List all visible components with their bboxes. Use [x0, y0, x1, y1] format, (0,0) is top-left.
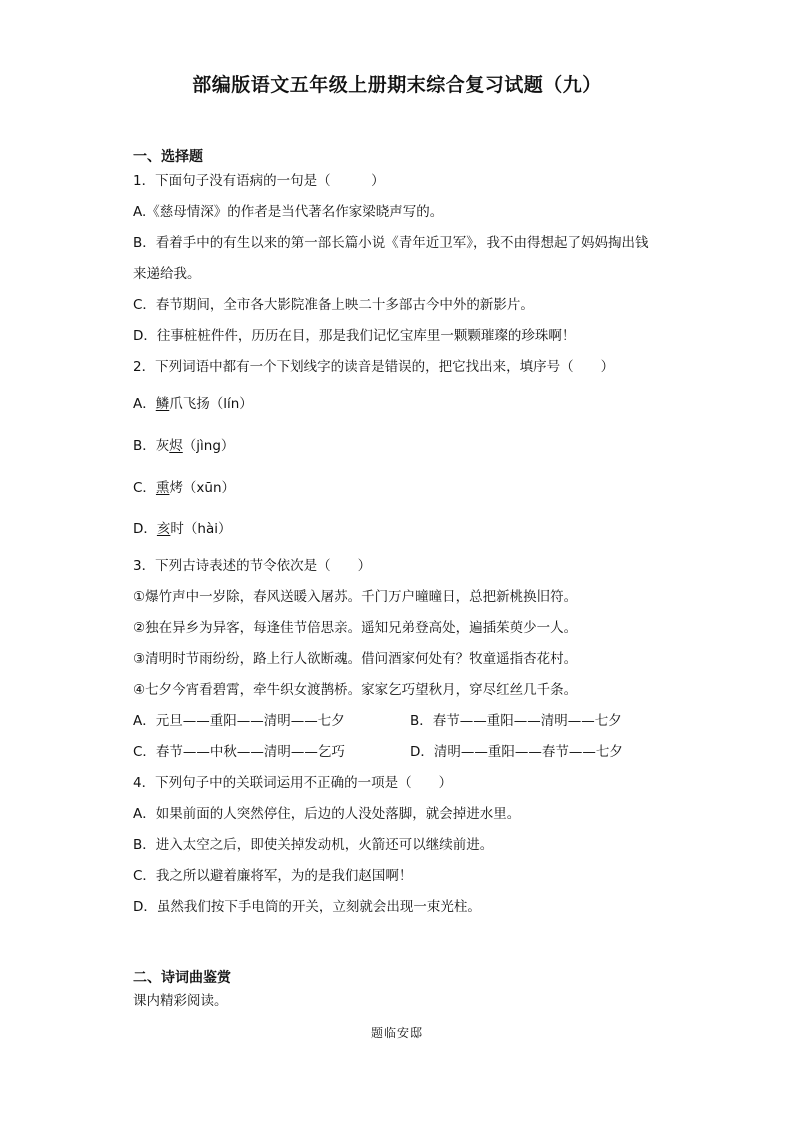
q4-option-b: B．进入太空之后，即使关掉发动机，火箭还可以继续前进。 [133, 837, 494, 853]
q3-option-a: A．元旦——重阳——清明——七夕 [133, 713, 345, 729]
page-title: 部编版语文五年级上册期末综合复习试题（九） [192, 74, 602, 96]
q2-c-rest: 烤（xūn） [169, 480, 236, 496]
q3-poem-4: ④七夕今宵看碧霄，牵牛织女渡鹊桥。家家乞巧望秋月，穿尽红丝几千条。 [133, 682, 578, 698]
q1-option-b-line2: 来递给我。 [133, 266, 201, 282]
q2-b-rest: （jìng） [182, 438, 235, 454]
section2-intro: 课内精彩阅读。 [133, 993, 228, 1009]
q2-stem: 2．下列词语中都有一个下划线字的读音是错误的，把它找出来，填序号（ ） [133, 359, 615, 375]
poem-title-footer: 题临安邸 [370, 1026, 423, 1040]
q3-option-b: B．春节——重阳——清明——七夕 [410, 713, 622, 729]
q1-option-c: C．春节期间，全市各大影院准备上映二十多部古今中外的新影片。 [133, 297, 534, 313]
q1-option-d: D．往事桩桩件件，历历在目，那是我们记忆宝库里一颗颗璀璨的珍珠啊！ [133, 328, 576, 344]
q3-poem-2: ②独在异乡为异客，每逢佳节倍思亲。遥知兄弟登高处，遍插茱萸少一人。 [133, 620, 578, 636]
q2-option-c [133, 479, 235, 497]
q2-d-rest: 时（hài） [170, 521, 232, 537]
q2-a-prefix: A． [133, 396, 156, 412]
q2-a-rest: 爪飞扬（lín） [169, 396, 253, 412]
q2-c-prefix: C． [133, 480, 156, 496]
q2-option-a [133, 395, 253, 413]
q2-d-underlined-char: 亥 [156, 521, 171, 537]
q1-stem: 1．下面句子没有语病的一句是（ ） [133, 173, 385, 189]
q1-option-a: A.《慈母情深》的作者是当代著名作家梁晓声写的。 [133, 204, 444, 220]
q3-options-row2 [133, 743, 623, 761]
q2-option-d [133, 520, 232, 538]
q3-poem-1: ①爆竹声中一岁除，春风送暖入屠苏。千门万户曈曈日，总把新桃换旧符。 [133, 589, 578, 605]
q3-option-c: C．春节——中秋——清明——乞巧 [133, 744, 345, 760]
q2-b-prefix: B．灰 [133, 438, 170, 454]
q4-option-a: A．如果前面的人突然停住，后边的人没处落脚，就会掉进水里。 [133, 806, 521, 822]
q2-option-b [133, 437, 234, 455]
q3-option-d: D．清明——重阳——春节——七夕 [410, 744, 623, 760]
section-heading-poetry: 二、诗词曲鉴赏 [133, 970, 231, 986]
q3-poem-3: ③清明时节雨纷纷，路上行人欲断魂。借问酒家何处有？牧童遥指杏花村。 [133, 651, 578, 667]
section-heading-choice: 一、选择题 [133, 149, 203, 165]
q2-a-underlined-char: 鳞 [155, 396, 170, 412]
q1-option-b-line1: B．看着手中的有生以来的第一部长篇小说《青年近卫军》，我不由得想起了妈妈掏出钱 [133, 235, 649, 251]
q2-d-prefix: D． [133, 521, 157, 537]
q4-stem: 4．下列句子中的关联词运用不正确的一项是（ ） [133, 775, 453, 791]
q3-stem: 3．下列古诗表述的节令依次是（ ） [133, 558, 372, 574]
q4-option-c: C．我之所以避着廉将军，为的是我们赵国啊！ [133, 868, 413, 884]
q2-b-underlined-char: 烬 [169, 438, 183, 454]
q2-c-underlined-char: 熏 [155, 480, 170, 496]
q3-options-row1 [133, 712, 622, 730]
q4-option-d: D．虽然我们按下手电筒的开关，立刻就会出现一束光柱。 [133, 899, 481, 915]
